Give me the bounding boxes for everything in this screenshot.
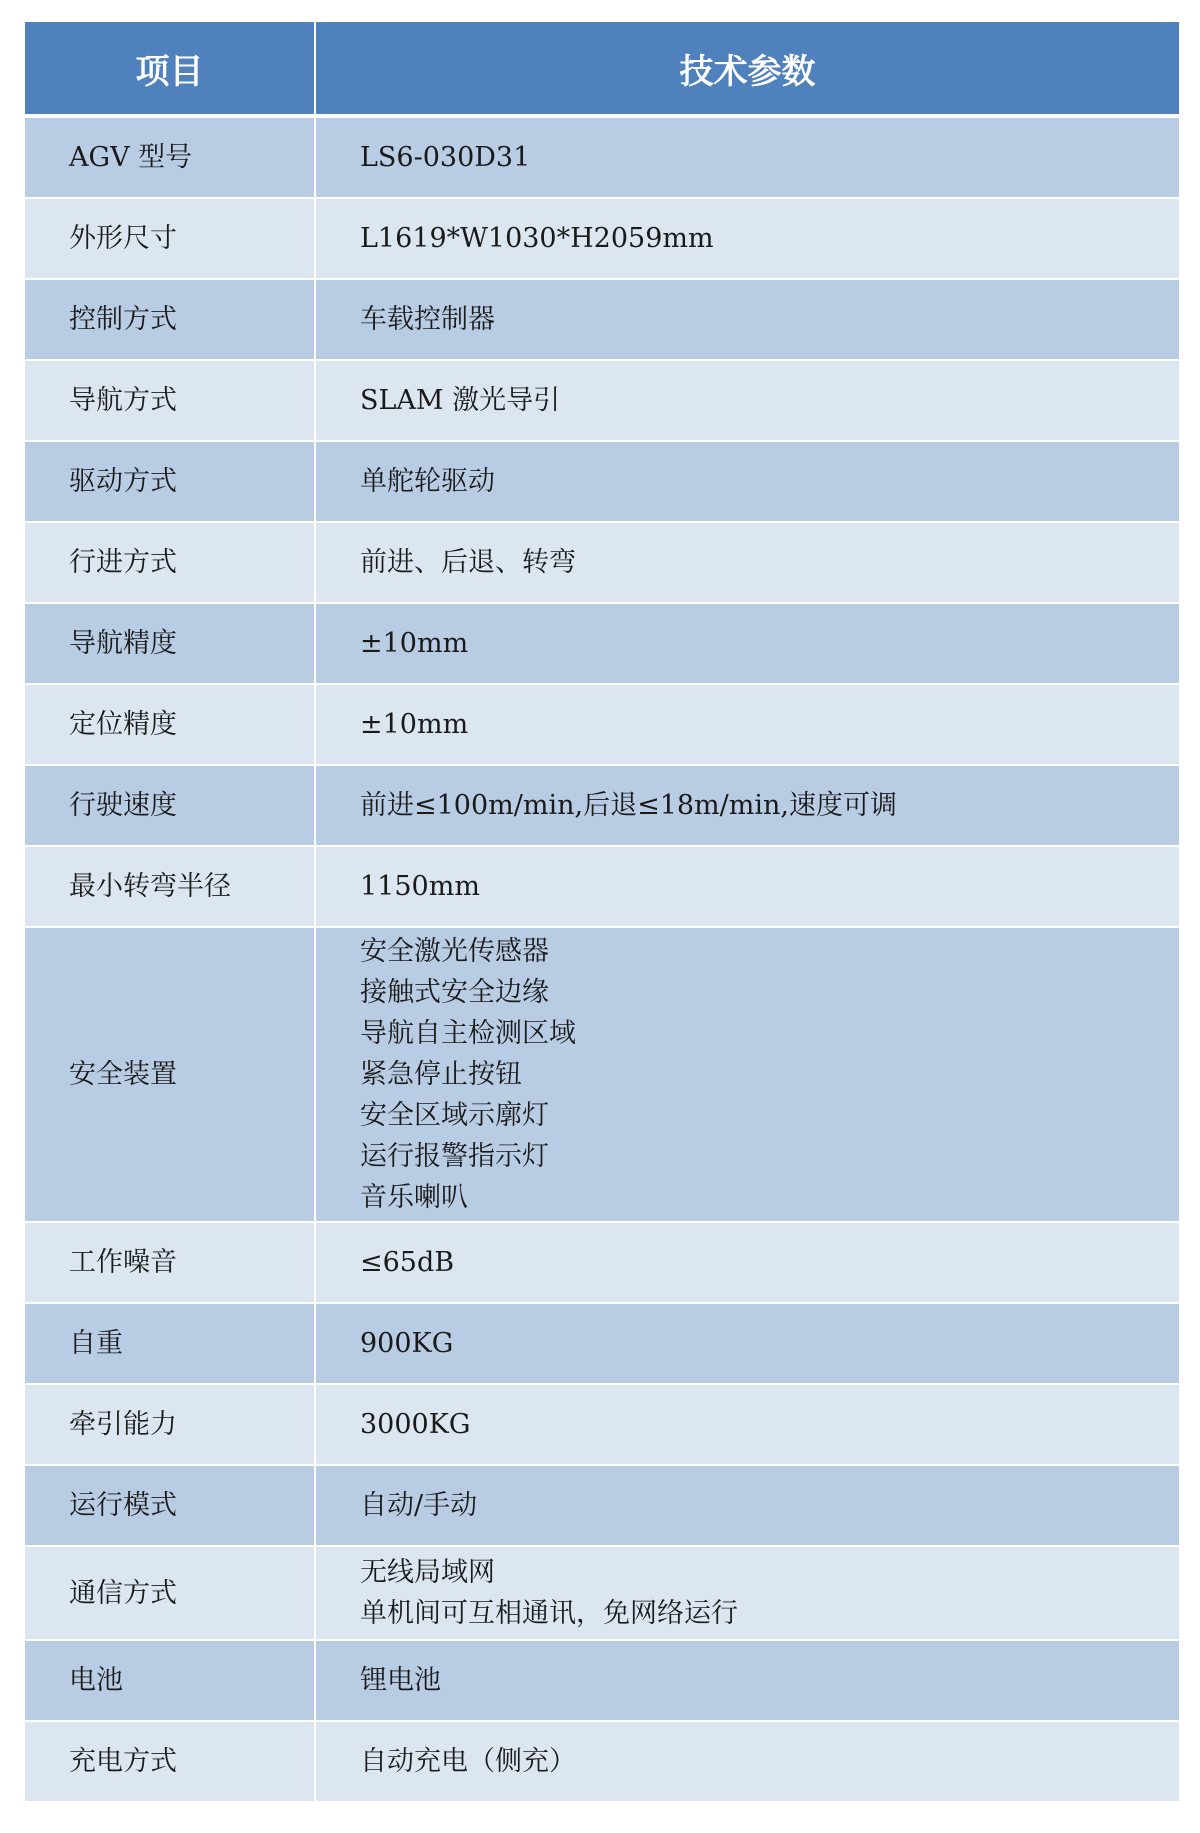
- table-row: [25, 1465, 1179, 1546]
- row-name: 行进方式: [25, 522, 315, 603]
- row-value: [315, 441, 1179, 522]
- header-param: 技术参数: [315, 22, 1179, 116]
- row-name: 工作噪音: [25, 1222, 315, 1303]
- row-name: 牵引能力: [25, 1384, 315, 1465]
- row-name: 最小转弯半径: [25, 846, 315, 927]
- value-line: 导航自主检测区域: [360, 1018, 576, 1049]
- value-line: ±10mm: [360, 709, 469, 740]
- value-line: 无线局域网: [360, 1557, 495, 1588]
- row-name: 通信方式: [25, 1546, 315, 1640]
- value-line: 自动充电（侧充）: [360, 1746, 576, 1777]
- value-line: 安全激光传感器: [360, 936, 549, 967]
- table-row: [25, 1640, 1179, 1721]
- row-value: [315, 846, 1179, 927]
- row-value: [315, 116, 1179, 198]
- value-line: 接触式安全边缘: [360, 977, 549, 1008]
- value-line: 车载控制器: [360, 304, 495, 335]
- table-row: [25, 1222, 1179, 1303]
- row-value: [315, 1303, 1179, 1384]
- row-name: 安全装置: [25, 927, 315, 1222]
- value-line: 900KG: [360, 1328, 454, 1359]
- table-row: [25, 603, 1179, 684]
- table-row: [25, 684, 1179, 765]
- value-line: 1150mm: [360, 871, 480, 902]
- value-line: 安全区域示廓灯: [360, 1100, 549, 1131]
- table-row: [25, 441, 1179, 522]
- row-value: [315, 765, 1179, 846]
- row-value: [315, 1640, 1179, 1721]
- row-value: [315, 927, 1179, 1222]
- value-line: 锂电池: [360, 1665, 441, 1696]
- row-value: [315, 1721, 1179, 1802]
- table-row: [25, 1303, 1179, 1384]
- row-value: [315, 522, 1179, 603]
- row-name: 电池: [25, 1640, 315, 1721]
- value-line: 运行报警指示灯: [360, 1141, 549, 1172]
- row-value: [315, 603, 1179, 684]
- row-name: 驱动方式: [25, 441, 315, 522]
- row-value: [315, 1546, 1179, 1640]
- value-line: 自动/手动: [360, 1490, 478, 1521]
- table-header-row: [25, 22, 1179, 116]
- spec-table: [25, 22, 1179, 1803]
- row-value: [315, 1222, 1179, 1303]
- table-row: [25, 1384, 1179, 1465]
- header-item: 项目: [25, 22, 315, 116]
- value-line: LS6-030D31: [360, 142, 531, 173]
- row-name: 控制方式: [25, 279, 315, 360]
- value-line: ≤65dB: [360, 1247, 455, 1278]
- value-line: 前进≤100m/min,后退≤18m/min,速度可调: [360, 790, 897, 821]
- value-line: 音乐喇叭: [360, 1182, 468, 1213]
- table-row: [25, 360, 1179, 441]
- value-line: ±10mm: [360, 628, 469, 659]
- row-name: 导航精度: [25, 603, 315, 684]
- table-row: [25, 279, 1179, 360]
- row-name: 定位精度: [25, 684, 315, 765]
- value-line: 单机间可互相通讯，免网络运行: [360, 1598, 738, 1629]
- row-name: 自重: [25, 1303, 315, 1384]
- table-row: [25, 1546, 1179, 1640]
- table-row: [25, 1721, 1179, 1802]
- table-row: [25, 198, 1179, 279]
- row-value: [315, 1465, 1179, 1546]
- row-name: AGV 型号: [25, 116, 315, 198]
- value-line: L1619*W1030*H2059mm: [360, 223, 714, 254]
- row-name: 外形尺寸: [25, 198, 315, 279]
- table-row: [25, 846, 1179, 927]
- row-name: 行驶速度: [25, 765, 315, 846]
- row-value: [315, 360, 1179, 441]
- row-value: [315, 279, 1179, 360]
- table-row: [25, 116, 1179, 198]
- value-line: 单舵轮驱动: [360, 466, 495, 497]
- value-line: 紧急停止按钮: [360, 1059, 522, 1090]
- row-name: 导航方式: [25, 360, 315, 441]
- row-value: [315, 198, 1179, 279]
- table-body: [25, 116, 1179, 1802]
- value-line: SLAM 激光导引: [360, 385, 561, 416]
- table-row: [25, 522, 1179, 603]
- table-row: [25, 927, 1179, 1222]
- value-line: 前进、后退、转弯: [360, 547, 576, 578]
- row-value: [315, 1384, 1179, 1465]
- row-value: [315, 684, 1179, 765]
- row-name: 运行模式: [25, 1465, 315, 1546]
- row-name: 充电方式: [25, 1721, 315, 1802]
- value-line: 3000KG: [360, 1409, 471, 1440]
- table-row: [25, 765, 1179, 846]
